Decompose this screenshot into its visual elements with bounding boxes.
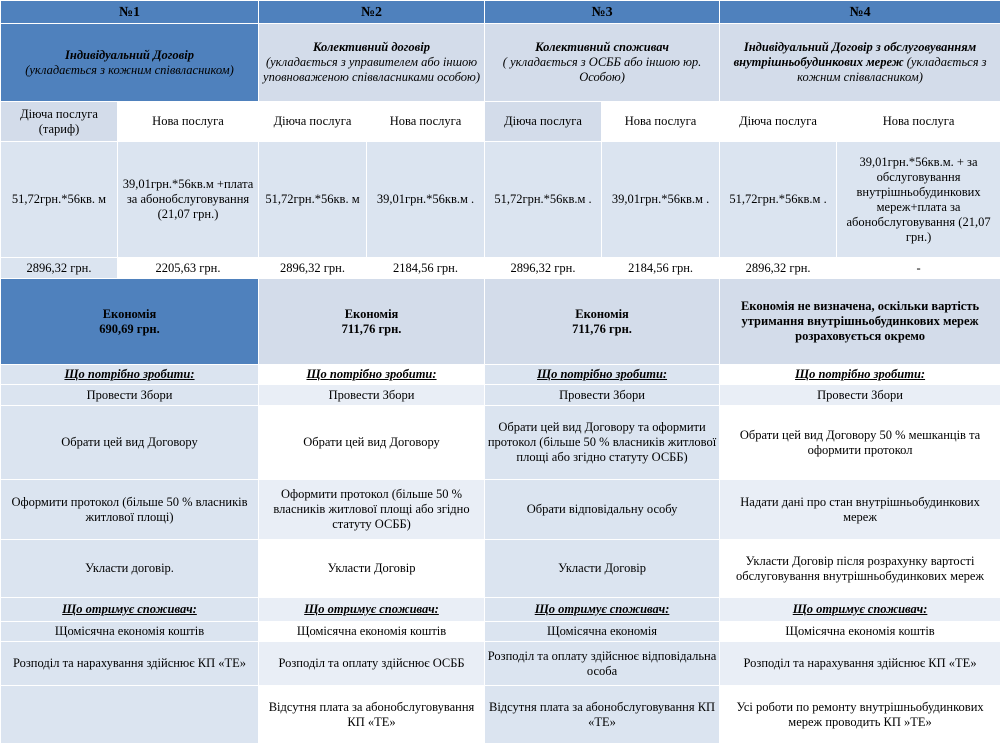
contract-title: Індивідуальний Договір з обслуговуванням внутрішньобудинкових мереж xyxy=(733,40,977,69)
contract-subtitle: (укладається з управителем або іншою уповноваженою співвласниками особою) xyxy=(263,55,480,84)
gets-heading: Що отримує споживач: xyxy=(259,598,485,622)
gets-item: Щомісячна економія коштів xyxy=(720,622,1000,642)
todo-item: Провести Збори xyxy=(720,385,1000,406)
contract-type-3 xyxy=(485,24,720,102)
economy-label: Економія xyxy=(344,306,399,321)
todo-item: Укласти Договір після розрахунку вартості обслуговування внутрішньобудинкових мереж xyxy=(720,540,1000,598)
contract-type-1 xyxy=(1,24,259,102)
economy-label: Економія xyxy=(575,306,629,321)
todo-item: Провести Збори xyxy=(1,385,259,406)
service-label-current: Діюча послуга xyxy=(259,102,367,142)
service-label-new: Нова послуга xyxy=(367,102,485,142)
todo-item: Укласти договір. xyxy=(1,540,259,598)
formula-cell: 39,01грн.*56кв.м +плата за абонобслуговування (21,07 грн.) xyxy=(118,142,259,258)
amount-cell: 2205,63 грн. xyxy=(118,258,259,279)
todo-heading: Що потрібно зробити: xyxy=(485,365,720,385)
gets-heading: Що отримує споживач: xyxy=(485,598,720,622)
todo-heading: Що потрібно зробити: xyxy=(1,365,259,385)
todo-item: Обрати цей вид Договору та оформити протокол (більше 50 % власників житлової площі або згідно статуту ОСББ) xyxy=(485,406,720,480)
contract-subtitle: ( укладається з ОСББ або іншою юр. Особою) xyxy=(502,55,702,84)
column-header-1: №1 xyxy=(1,1,259,24)
column-header-4: №4 xyxy=(720,1,1000,24)
formula-cell: 39,01грн.*56кв.м . xyxy=(602,142,720,258)
amount-cell: 2896,32 грн. xyxy=(720,258,837,279)
economy-value: 711,76 грн. xyxy=(572,321,632,336)
gets-item: Щомісячна економія коштів xyxy=(259,622,485,642)
contract-subtitle: (укладається з кожним співвласником) xyxy=(797,55,987,84)
gets-item: Розподіл та нарахування здійснює КП «ТЕ» xyxy=(1,642,259,686)
formula-cell: 39,01грн.*56кв.м. + за обслуговування внутрішньобудинкових мереж+плата за абонобслуговування (21,07 грн.) xyxy=(837,142,1000,258)
gets-item: Розподіл та оплату здійснює ОСББ xyxy=(259,642,485,686)
service-label-current: Діюча послуга xyxy=(485,102,602,142)
formula-cell: 51,72грн.*56кв.м . xyxy=(720,142,837,258)
todo-item: Обрати цей вид Договору xyxy=(259,406,485,480)
economy-value: 711,76 грн. xyxy=(341,321,402,336)
contract-type-4 xyxy=(720,24,1000,102)
amount-cell: 2896,32 грн. xyxy=(259,258,367,279)
gets-item: Усі роботи по ремонту внутрішньобудинкових мереж проводить КП »ТЕ» xyxy=(720,686,1000,744)
gets-item: Щомісячна економія коштів xyxy=(1,622,259,642)
economy-cell-2 xyxy=(259,279,485,365)
contract-title: Колективний договір xyxy=(313,40,430,54)
contract-subtitle: (укладається з кожним співвласником) xyxy=(25,62,234,77)
contract-title: Індивідуальний Договір xyxy=(65,47,194,62)
todo-item: Надати дані про стан внутрішньобудинкових мереж xyxy=(720,480,1000,540)
todo-item: Обрати відповідальну особу xyxy=(485,480,720,540)
gets-item: Відсутня плата за абонобслуговування КП «ТЕ» xyxy=(259,686,485,744)
service-label-new: Нова послуга xyxy=(837,102,1000,142)
service-label-new: Нова послуга xyxy=(118,102,259,142)
todo-item: Оформити протокол (більше 50 % власників житлової площі або згідно статуту ОСББ) xyxy=(259,480,485,540)
contract-title: Колективний споживач xyxy=(535,40,669,54)
amount-cell: - xyxy=(837,258,1000,279)
todo-item: Провести Збори xyxy=(259,385,485,406)
gets-heading: Що отримує споживач: xyxy=(720,598,1000,622)
service-label-current: Діюча послуга (тариф) xyxy=(1,102,118,142)
gets-item-empty xyxy=(1,686,259,744)
todo-item: Обрати цей вид Договору 50 % мешканців та оформити протокол xyxy=(720,406,1000,480)
formula-cell: 39,01грн.*56кв.м . xyxy=(367,142,485,258)
amount-cell: 2896,32 грн. xyxy=(1,258,118,279)
economy-cell-3 xyxy=(485,279,720,365)
economy-cell-4: Економія не визначена, оскільки вартість утримання внутрішньобудинкових мереж розраховується окремо xyxy=(720,279,1000,365)
todo-item: Оформити протокол (більше 50 % власників житлової площі) xyxy=(1,480,259,540)
gets-item: Відсутня плата за абонобслуговування КП «ТЕ» xyxy=(485,686,720,744)
formula-cell: 51,72грн.*56кв.м . xyxy=(485,142,602,258)
service-label-new: Нова послуга xyxy=(602,102,720,142)
contract-type-2 xyxy=(259,24,485,102)
todo-item: Укласти Договір xyxy=(485,540,720,598)
gets-item: Щомісячна економія xyxy=(485,622,720,642)
economy-cell-1 xyxy=(1,279,259,365)
gets-item: Розподіл та нарахування здійснює КП «ТЕ» xyxy=(720,642,1000,686)
formula-cell: 51,72грн.*56кв. м xyxy=(259,142,367,258)
amount-cell: 2184,56 грн. xyxy=(367,258,485,279)
amount-cell: 2896,32 грн. xyxy=(485,258,602,279)
gets-item: Розподіл та оплату здійснює відповідальна особа xyxy=(485,642,720,686)
todo-item: Провести Збори xyxy=(485,385,720,406)
column-header-2: №2 xyxy=(259,1,485,24)
todo-item: Укласти Договір xyxy=(259,540,485,598)
todo-item: Обрати цей вид Договору xyxy=(1,406,259,480)
todo-heading: Що потрібно зробити: xyxy=(259,365,485,385)
todo-heading: Що потрібно зробити: xyxy=(720,365,1000,385)
amount-cell: 2184,56 грн. xyxy=(602,258,720,279)
service-label-current: Діюча послуга xyxy=(720,102,837,142)
economy-value: 690,69 грн. xyxy=(99,321,160,336)
gets-heading: Що отримує споживач: xyxy=(1,598,259,622)
economy-label: Економія xyxy=(102,306,157,321)
column-header-3: №3 xyxy=(485,1,720,24)
formula-cell: 51,72грн.*56кв. м xyxy=(1,142,118,258)
